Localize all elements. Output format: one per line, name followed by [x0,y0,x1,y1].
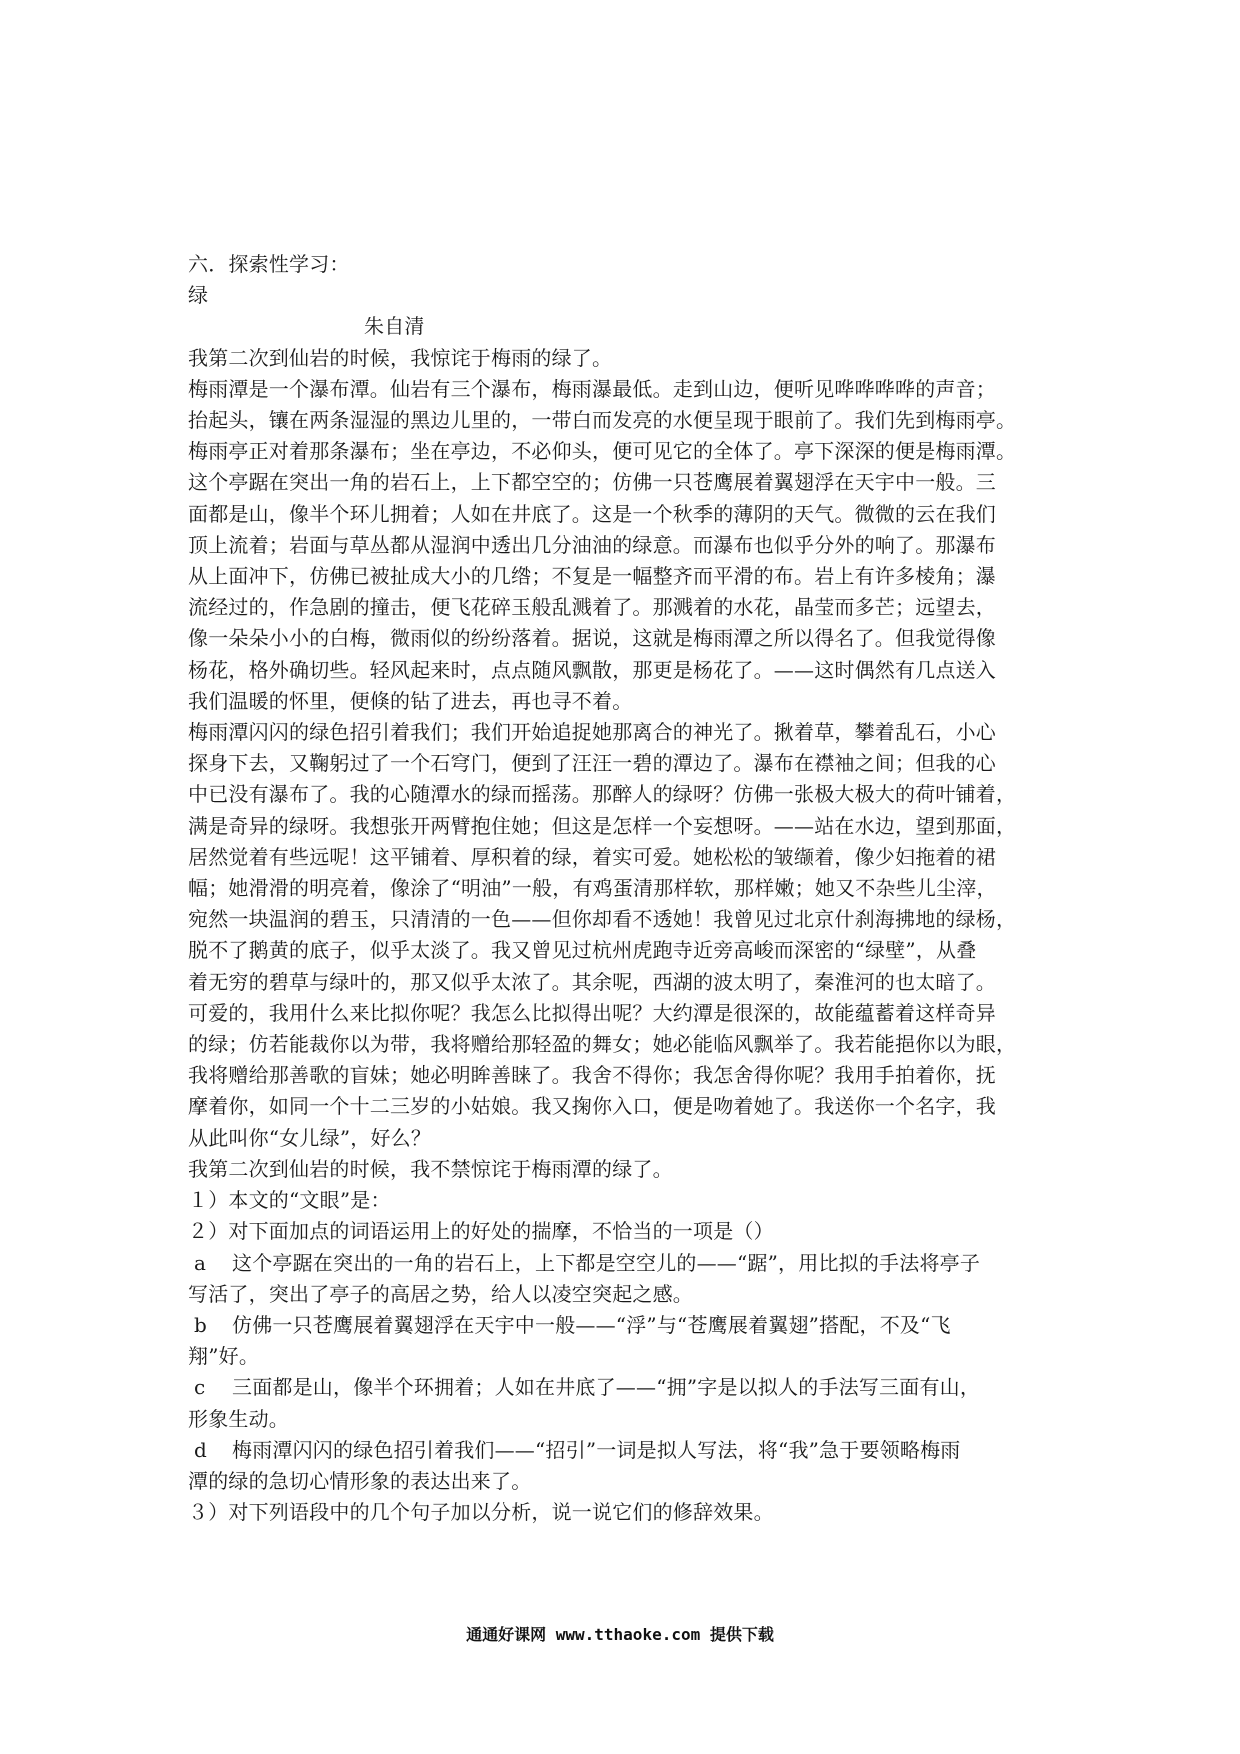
essay-author: 朱自清 [364,314,425,339]
essay-line: 杨花，格外确切些。轻风起来时，点点随风飘散，那更是杨花了。——这时偶然有几点送入 [188,657,996,682]
essay-line: 我们温暖的怀里，便倏的钻了进去，再也寻不着。 [188,688,633,713]
option-text-continued: 翔”好。 [188,1344,260,1369]
option-text: 仿佛一只苍鹰展着翼翅浮在天宇中一般——“浮”与“苍鹰展着翼翅”搭配，不及“飞 [232,1312,951,1337]
option-text: 梅雨潭闪闪的绿色招引着我们——“招引”一词是拟人写法，将“我”急于要领略梅雨 [232,1437,961,1462]
essay-line: 这个亭踞在突出一角的岩石上，上下都空空的；仿佛一只苍鹰展着翼翅浮在天宇中一般。三 [188,470,996,495]
question-2: ２）对下面加点的词语运用上的好处的揣摩，不恰当的一项是（） [188,1219,774,1244]
essay-line: 流经过的，作急剧的撞击，便飞花碎玉般乱溅着了。那溅着的水花，晶莹而多芒；远望去， [188,595,996,620]
essay-line: 探身下去，又鞠躬过了一个石穹门，便到了汪汪一碧的潭边了。瀑布在襟袖之间；但我的心 [188,751,996,776]
option-text-continued: 写活了，突出了亭子的高居之势，给人以凌空突起之感。 [188,1281,693,1306]
essay-line: 摩着你，如同一个十二三岁的小姑娘。我又掬你入口，便是吻着她了。我送你一个名字，我 [188,1094,996,1119]
option-label: d [194,1437,208,1462]
option-text: 三面都是山，像半个环拥着；人如在井底了——“拥”字是以拟人的手法写三面有山， [232,1375,981,1400]
option-b [188,1310,1058,1341]
question-3: ３）对下列语段中的几个句子加以分析，说一说它们的修辞效果。 [188,1500,774,1525]
essay-line: 抬起头，镶在两条湿湿的黑边儿里的，一带白而发亮的水便呈现于眼前了。我们先到梅雨亭。 [188,408,1017,433]
essay-line: 梅雨潭闪闪的绿色招引着我们；我们开始追捉她那离合的神光了。揪着草，攀着乱石，小心 [188,720,996,745]
option-label: c [194,1375,206,1400]
essay-line: 宛然一块温润的碧玉，只清清的一色——但你却看不透她！我曾见过北京什刹海拂地的绿杨， [188,907,1017,932]
essay-line: 居然觉着有些远呢！这平铺着、厚积着的绿，着实可爱。她松松的皱缬着，像少妇拖着的裙 [188,844,996,869]
option-text-continued: 潭的绿的急切心情形象的表达出来了。 [188,1468,532,1493]
option-d [188,1435,1058,1466]
essay-line: 的绿；仿若能裁你以为带，我将赠给那轻盈的舞女；她必能临风飘举了。我若能挹你以为眼， [188,1032,1017,1057]
essay-line: 中已没有瀑布了。我的心随潭水的绿而摇荡。那醉人的绿呀？仿佛一张极大极大的荷叶铺着， [188,782,1017,807]
essay-line: 从上面冲下，仿佛已被扯成大小的几绺；不复是一幅整齐而平滑的布。岩上有许多棱角；瀑 [188,564,996,589]
essay-line: 从此叫你“女儿绿”，好么？ [188,1125,432,1150]
option-c [188,1372,1058,1403]
essay-line: 像一朵朵小小的白梅，微雨似的纷纷落着。据说，这就是梅雨潭之所以得名了。但我觉得像 [188,626,996,651]
option-a [188,1248,1058,1279]
essay-line: 我将赠给那善歌的盲妹；她必明眸善睐了。我舍不得你；我怎舍得你呢？我用手拍着你，抚 [188,1063,996,1088]
document-body [188,249,1058,1528]
question-1: １）本文的“文眼”是： [188,1188,391,1213]
essay-line: 我第二次到仙岩的时候，我惊诧于梅雨的绿了。 [188,345,613,370]
essay-line: 面都是山，像半个环儿拥着；人如在井底了。这是一个秋季的薄阴的天气。微微的云在我们 [188,501,996,526]
essay-line: 幅；她滑滑的明亮着，像涂了“明油”一般，有鸡蛋清那样软，那样嫩；她又不杂些儿尘滓， [188,876,997,901]
option-label: a [194,1250,207,1275]
essay-title: 绿 [188,283,209,308]
essay-line: 梅雨潭是一个瀑布潭。仙岩有三个瀑布，梅雨瀑最低。走到山边，便听见哗哗哗哗的声音； [188,376,996,401]
essay-text [188,343,1058,1185]
essay-line: 我第二次到仙岩的时候，我不禁惊诧于梅雨潭的绿了。 [188,1156,673,1181]
essay-line: 可爱的，我用什么来比拟你呢？我怎么比拟得出呢？大约潭是很深的，故能蕴蓄着这样奇异 [188,1000,996,1025]
section-heading: 六．探索性学习： [188,252,350,276]
essay-line: 顶上流着；岩面与草丛都从湿润中透出几分油油的绿意。而瀑布也似乎分外的响了。那瀑布 [188,532,996,557]
essay-line: 梅雨亭正对着那条瀑布；坐在亭边，不必仰头，便可见它的全体了。亭下深深的便是梅雨潭。 [188,439,1017,464]
essay-line: 脱不了鹅黄的底子，似乎太淡了。我又曾见过杭州虎跑寺近旁高峻而深密的“绿壁”，从叠 [188,938,977,963]
option-text: 这个亭踞在突出的一角的岩石上，上下都是空空儿的——“踞”，用比拟的手法将亭子 [232,1250,981,1275]
essay-line: 满是奇异的绿呀。我想张开两臂抱住她；但这是怎样一个妄想呀。——站在水边，望到那面， [188,813,1017,838]
option-text-continued: 形象生动。 [188,1406,289,1431]
essay-line: 着无穷的碧草与绿叶的，那又似乎太浓了。其余呢，西湖的波太明了，秦淮河的也太暗了。 [188,969,996,994]
footer-credit: 通通好课网 www.tthaoke.com 提供下载 [466,1625,774,1644]
question-2-options [188,1248,1058,1498]
option-label: b [194,1312,208,1337]
